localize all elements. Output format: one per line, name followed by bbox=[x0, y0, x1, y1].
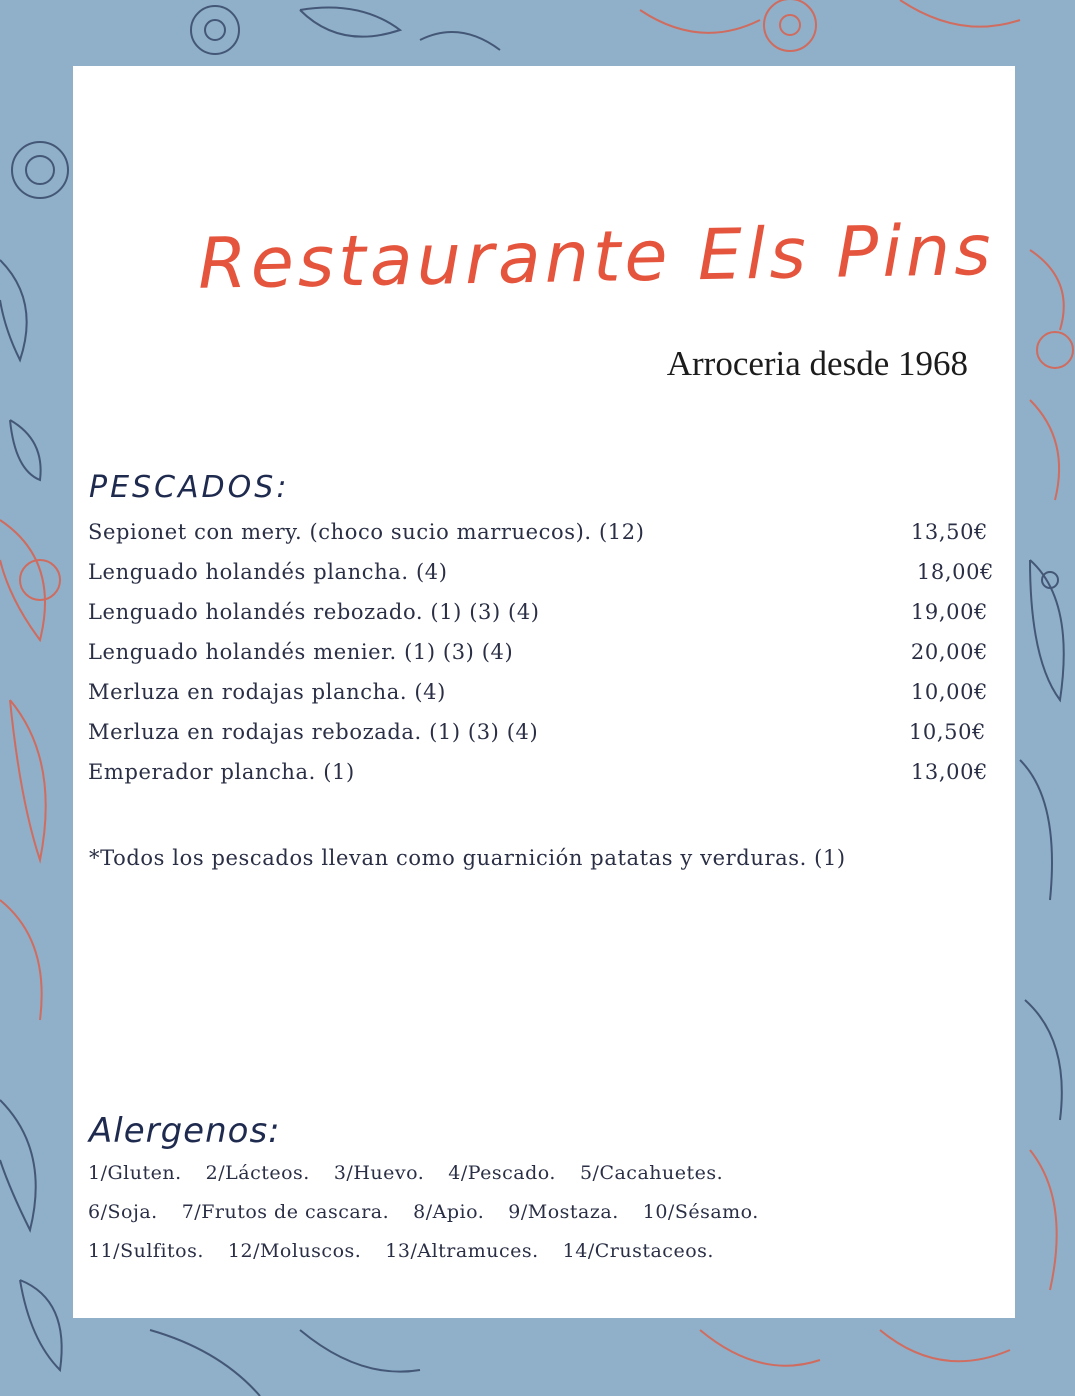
menu-item-price: 20,00€ bbox=[910, 640, 988, 664]
menu-item-name: Merluza en rodajas plancha. (4) bbox=[88, 680, 446, 704]
allergen-item: 2/Lácteos. bbox=[205, 1162, 310, 1184]
allergen-item: 14/Crustaceos. bbox=[562, 1240, 714, 1262]
allergen-item: 1/Gluten. bbox=[88, 1162, 182, 1184]
allergen-item: 8/Apio. bbox=[413, 1201, 485, 1223]
pescados-heading: PESCADOS: bbox=[89, 470, 290, 505]
allergen-item: 3/Huevo. bbox=[333, 1162, 425, 1184]
restaurant-name: Restaurante Els Pins bbox=[197, 208, 996, 305]
menu-item-name: Lenguado holandés menier. (1) (3) (4) bbox=[88, 640, 514, 664]
menu-item bbox=[88, 600, 1000, 640]
allergen-item: 9/Mostaza. bbox=[508, 1201, 619, 1223]
menu-item-price: 18,00€ bbox=[916, 560, 994, 584]
allergen-item: 7/Frutos de cascara. bbox=[181, 1201, 390, 1223]
menu-item-price: 13,00€ bbox=[910, 760, 988, 784]
menu-item-name: Lenguado holandés plancha. (4) bbox=[88, 560, 448, 584]
allergen-item: 4/Pescado. bbox=[448, 1162, 556, 1184]
restaurant-tagline: Arroceria desde 1968 bbox=[666, 344, 968, 383]
menu-item bbox=[88, 680, 1000, 720]
allergen-item: 11/Sulfitos. bbox=[88, 1240, 204, 1262]
pescados-note: *Todos los pescados llevan como guarnición patatas y verduras. (1) bbox=[89, 846, 846, 870]
allergen-item: 13/Altramuces. bbox=[385, 1240, 539, 1262]
allergen-item: 6/Soja. bbox=[88, 1201, 158, 1223]
menu-item-price: 13,50€ bbox=[910, 520, 988, 544]
menu-item bbox=[88, 720, 1000, 760]
allergen-item: 10/Sésamo. bbox=[642, 1201, 759, 1223]
menu-item bbox=[88, 640, 1000, 680]
menu-item-price: 19,00€ bbox=[910, 600, 988, 624]
menu-item-name: Sepionet con mery. (choco sucio marruecos). (12) bbox=[88, 520, 645, 544]
pescados-list bbox=[88, 520, 1000, 800]
allergen-list bbox=[88, 1162, 1000, 1279]
alergenos-heading: Alergenos: bbox=[89, 1111, 281, 1151]
menu-item bbox=[88, 520, 1000, 560]
menu-item-name: Lenguado holandés rebozado. (1) (3) (4) bbox=[88, 600, 540, 624]
menu-item bbox=[88, 560, 1000, 600]
allergen-line bbox=[88, 1162, 1000, 1201]
allergen-item: 5/Cacahuetes. bbox=[579, 1162, 724, 1184]
allergen-line bbox=[88, 1201, 1000, 1240]
menu-card bbox=[73, 66, 1015, 1318]
menu-item-name: Emperador plancha. (1) bbox=[88, 760, 355, 784]
menu-item bbox=[88, 760, 1000, 800]
menu-item-price: 10,50€ bbox=[908, 720, 986, 744]
menu-item-name: Merluza en rodajas rebozada. (1) (3) (4) bbox=[88, 720, 539, 744]
allergen-line bbox=[88, 1240, 1000, 1279]
menu-item-price: 10,00€ bbox=[910, 680, 988, 704]
allergen-item: 12/Moluscos. bbox=[227, 1240, 362, 1262]
